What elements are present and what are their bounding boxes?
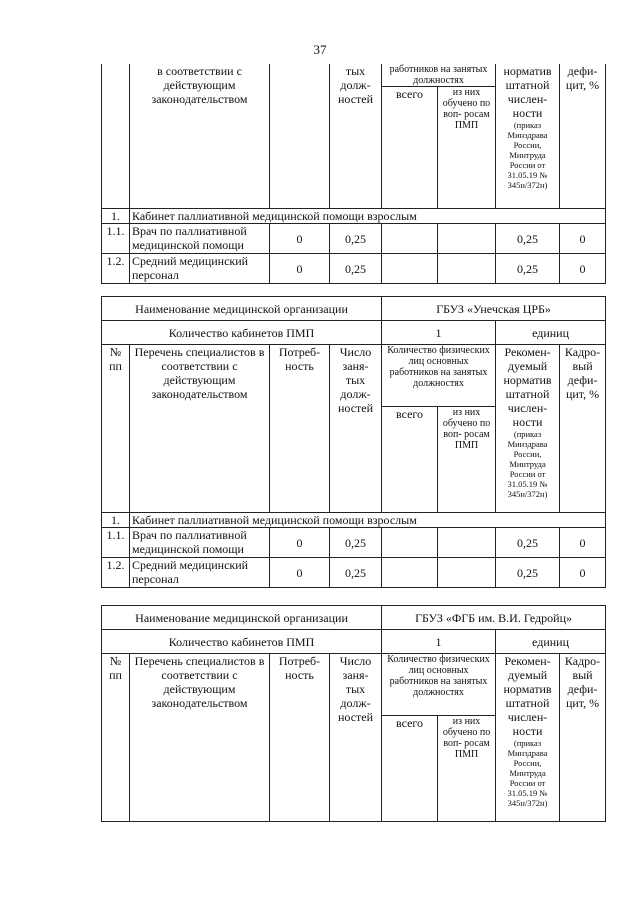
col-total-header: всего xyxy=(382,407,438,513)
count-label: Количество кабинетов ПМП xyxy=(102,321,382,345)
col-list-header: в соответствии с действующим законодательством xyxy=(130,64,270,209)
col-need-header: Потреб- ность xyxy=(270,654,330,822)
col-posts-header: Число заня- тых долж- ностей xyxy=(330,654,382,822)
col-no-header: № пп xyxy=(102,654,130,822)
page-number: 37 xyxy=(313,42,327,57)
org-name: ГБУЗ «Унечская ЦРБ» xyxy=(382,297,606,321)
col-trained-header: из них обучено по воп- росам ПМП xyxy=(438,716,496,822)
col-deficit-header: дефи- цит, % xyxy=(560,64,606,209)
norm-title: Рекомен- дуемый норматив штатной числен- ности xyxy=(503,345,552,429)
norm-title: Рекомен- дуемый норматив штатной числен- ности xyxy=(503,654,552,738)
section-title: Кабинет паллиативной медицинской помощи взрослым xyxy=(130,209,606,224)
units-label: единиц xyxy=(496,630,606,654)
col-total-header: всего xyxy=(382,716,438,822)
norm-order: (приказ Минздрава России, Минтруда России от 31.05.19 № 345н/372н) xyxy=(507,429,548,499)
col-deficit-header: Кадро- вый дефи- цит, % xyxy=(560,345,606,513)
table-row: 1.2. Средний медицинский персонал 0 0,25 0,25 0 xyxy=(102,254,606,284)
staffing-table-unecha xyxy=(101,296,606,588)
table-row: 1.1. Врач по паллиативной медицинской помощи 0 0,25 0,25 0 xyxy=(102,224,606,254)
col-total-header: всего xyxy=(382,87,438,209)
col-phys-header: работников на занятых должностях xyxy=(382,64,496,87)
col-need-header: Потреб- ность xyxy=(270,345,330,513)
units-label: единиц xyxy=(496,321,606,345)
norm-order: (приказ Минздрава России, Минтруда России от 31.05.19 № 345н/372н) xyxy=(507,120,548,190)
staffing-table-continued xyxy=(101,64,606,284)
col-phys-header: Количество физических лиц основных работников на занятых должностях xyxy=(382,345,496,407)
org-name: ГБУЗ «ФГБ им. В.И. Гедройц» xyxy=(382,606,606,630)
col-trained-header: из них обучено по воп- росам ПМП xyxy=(438,407,496,513)
col-norm-header xyxy=(496,64,560,209)
staffing-table-gedroits xyxy=(101,605,606,822)
col-deficit-header: Кадро- вый дефи- цит, % xyxy=(560,654,606,822)
section-number: 1. xyxy=(102,513,130,528)
col-posts-header: Число заня- тых долж- ностей xyxy=(330,345,382,513)
col-trained-header: из них обучено по воп- росам ПМП xyxy=(438,87,496,209)
count-value: 1 xyxy=(382,630,496,654)
col-list-header: Перечень специалистов в соответствии с действующим законодательством xyxy=(130,654,270,822)
col-list-header: Перечень специалистов в соответствии с действующим законодательством xyxy=(130,345,270,513)
org-label: Наименование медицинской организации xyxy=(102,297,382,321)
section-title: Кабинет паллиативной медицинской помощи взрослым xyxy=(130,513,606,528)
col-phys-header: Количество физических лиц основных работников на занятых должностях xyxy=(382,654,496,716)
col-posts-header: тых долж- ностей xyxy=(330,64,382,209)
col-norm-header xyxy=(496,345,560,513)
count-value: 1 xyxy=(382,321,496,345)
norm-title: норматив штатной числен- ности xyxy=(503,64,552,120)
col-no-header: № пп xyxy=(102,345,130,513)
col-norm-header xyxy=(496,654,560,822)
norm-order: (приказ Минздрава России, Минтруда России от 31.05.19 № 345н/372н) xyxy=(507,738,548,808)
org-label: Наименование медицинской организации xyxy=(102,606,382,630)
count-label: Количество кабинетов ПМП xyxy=(102,630,382,654)
table-row: 1.1. Врач по паллиативной медицинской помощи 0 0,25 0,25 0 xyxy=(102,528,606,558)
table-row: 1.2. Средний медицинский персонал 0 0,25 0,25 0 xyxy=(102,558,606,588)
section-number: 1. xyxy=(102,209,130,224)
